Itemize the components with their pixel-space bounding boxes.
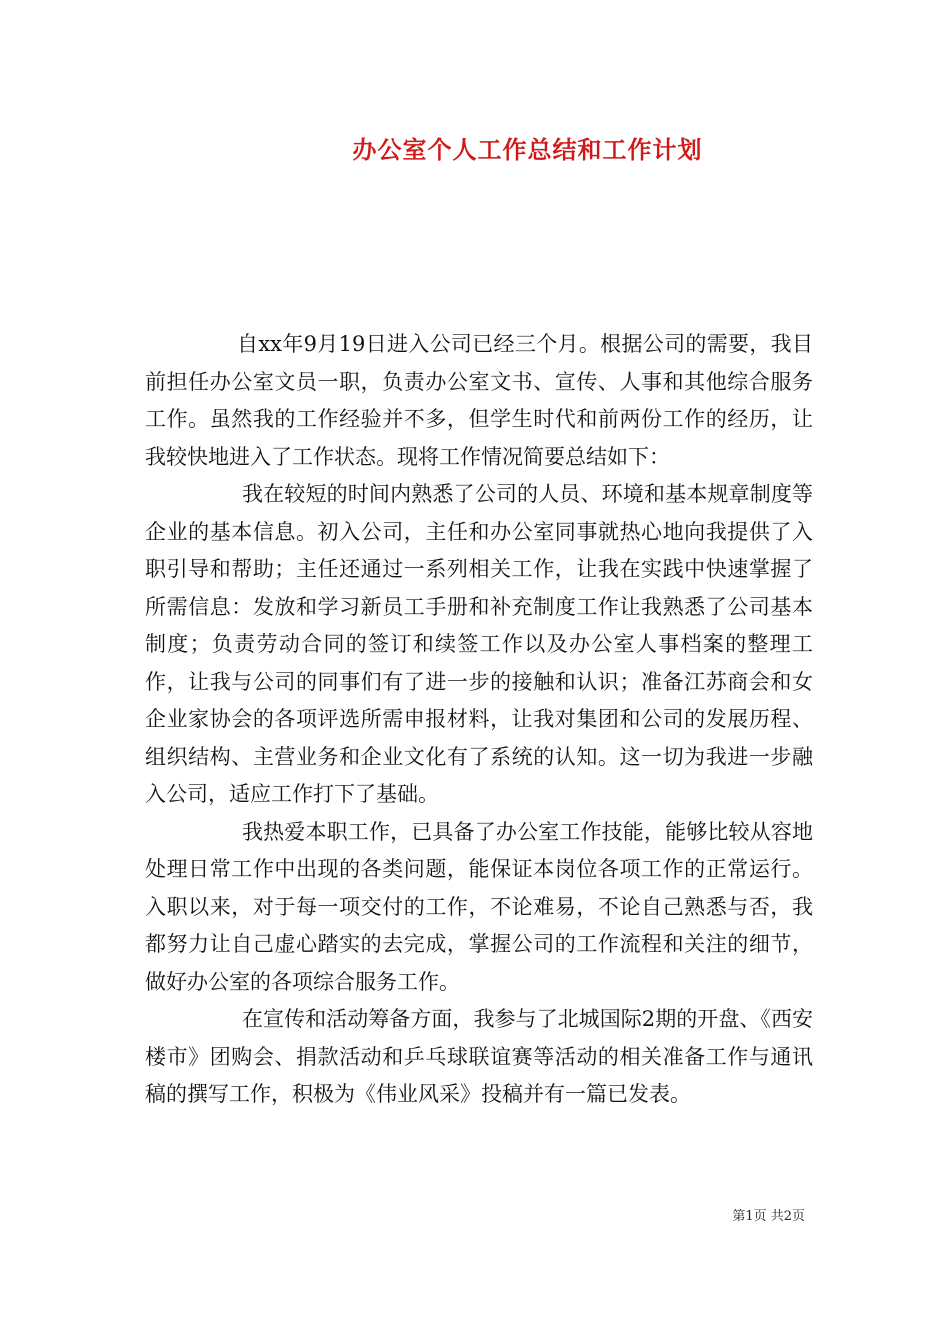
- document-title: 办公室个人工作总结和工作计划: [352, 135, 703, 164]
- paragraph-publicity: 在宣传和活动筹备方面，我参与了北城国际2期的开盘、《西安楼市》团购会、捐款活动和乒乓球联谊赛等活动的相关准备工作与通讯稿的撰写工作，积极为《伟业风采》投稿并有一篇已发表。: [145, 1007, 813, 1106]
- page-number-footer: 第1页 共2页: [732, 1209, 805, 1224]
- paragraph-intro: 自xx年9月19日进入公司已经三个月。根据公司的需要，我目前担任办公室文员一职，负责办公室文书、宣传、人事和其他综合服务工作。虽然我的工作经验并不多，但学生时代和前两份工作的经历，让我较快地进入了工作状态。现将工作情况简要总结如下：: [145, 332, 813, 469]
- document-body: [145, 326, 813, 1114]
- paragraph-work-attitude: 我热爱本职工作，已具备了办公室工作技能，能够比较从容地处理日常工作中出现的各类问题，能保证本岗位各项工作的正常运行。入职以来，对于每一项交付的工作，不论难易，不论自己熟悉与否，我都努力让自己虚心踏实的去完成，掌握公司的工作流程和关注的细节，做好办公室的各项综合服务工作。: [145, 819, 813, 994]
- paragraph-familiarization: 我在较短的时间内熟悉了公司的人员、环境和基本规章制度等企业的基本信息。初入公司，主任和办公室同事就热心地向我提供了入职引导和帮助；主任还通过一系列相关工作，让我在实践中快速掌握了所需信息：发放和学习新员工手册和补充制度工作让我熟悉了公司基本制度；负责劳动合同的签订和续签工作以及办公室人事档案的整理工作，让我与公司的同事们有了进一步的接触和认识；准备江苏商会和女企业家协会的各项评选所需申报材料，让我对集团和公司的发展历程、组织结构、主营业务和企业文化有了系统的认知。这一切为我进一步融入公司，适应工作打下了基础。: [145, 482, 813, 806]
